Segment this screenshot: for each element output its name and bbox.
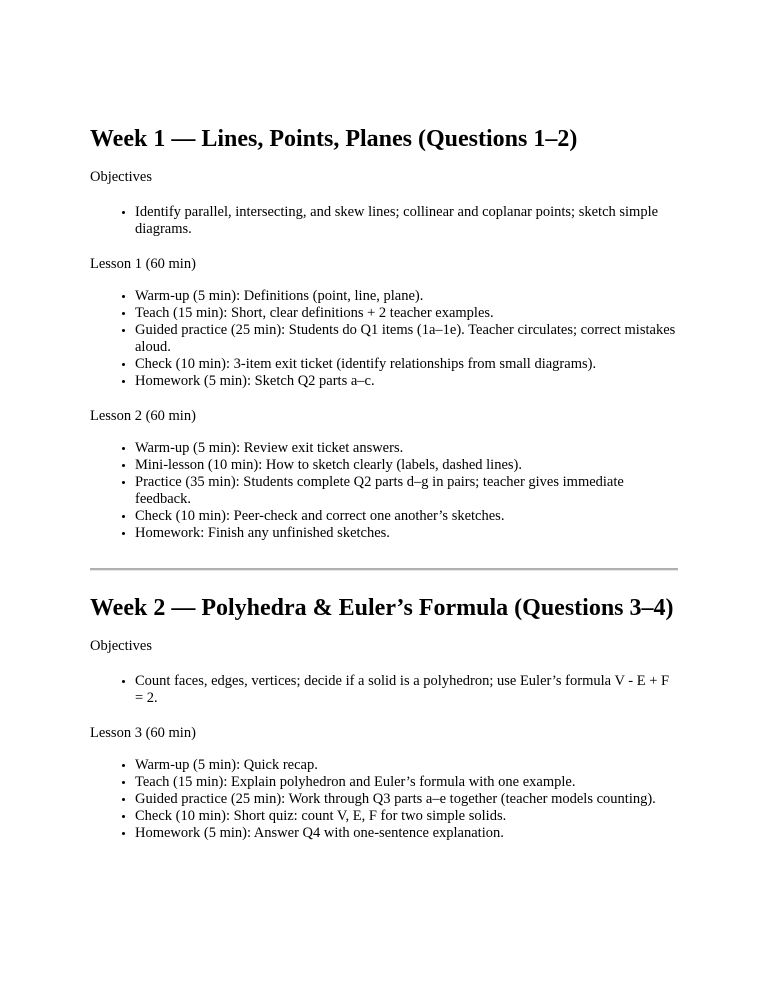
week1-objectives-list	[90, 204, 678, 238]
week1-objectives-label: Objectives	[90, 169, 153, 185]
list-item: • Mini-lesson (10 min): How to sketch clearly (labels, dashed lines).	[135, 457, 678, 474]
list-item: • Warm-up (5 min): Quick recap.	[135, 757, 678, 774]
list-item: • Practice (35 min): Students complete Q2 parts d–g in pairs; teacher gives immediate feedback.	[135, 474, 678, 508]
lesson1-label: Lesson 1 (60 min)	[90, 256, 196, 272]
lesson3-list	[90, 757, 678, 842]
list-item: • Warm-up (5 min): Definitions (point, line, plane).	[135, 288, 678, 305]
list-item: • Check (10 min): 3-item exit ticket (identify relationships from small diagrams).	[135, 356, 678, 373]
list-item: • Identify parallel, intersecting, and skew lines; collinear and coplanar points; sketch simple diagrams.	[135, 204, 678, 238]
week2-heading: Week 2 — Polyhedra & Euler’s Formula (Questions 3–4)	[90, 595, 674, 621]
lesson1-list	[90, 288, 678, 390]
list-item: • Guided practice (25 min): Work through Q3 parts a–e together (teacher models counting).	[135, 791, 678, 808]
list-item: • Check (10 min): Peer-check and correct one another’s sketches.	[135, 508, 678, 525]
list-item: • Check (10 min): Short quiz: count V, E, F for two simple solids.	[135, 808, 678, 825]
list-item: • Homework (5 min): Answer Q4 with one-sentence explanation.	[135, 825, 678, 842]
list-item: • Homework: Finish any unfinished sketches.	[135, 525, 678, 542]
list-item: • Teach (15 min): Explain polyhedron and Euler’s formula with one example.	[135, 774, 678, 791]
week1-heading: Week 1 — Lines, Points, Planes (Questions 1–2)	[90, 126, 578, 152]
list-item: • Teach (15 min): Short, clear definitions + 2 teacher examples.	[135, 305, 678, 322]
lesson2-list	[90, 440, 678, 542]
week2-objectives-list	[90, 673, 678, 707]
lesson2-label: Lesson 2 (60 min)	[90, 408, 196, 424]
list-item: • Count faces, edges, vertices; decide if a solid is a polyhedron; use Euler’s formula V - E + F = 2.	[135, 673, 678, 707]
lesson3-label: Lesson 3 (60 min)	[90, 725, 196, 741]
week2-objectives-label: Objectives	[90, 638, 153, 654]
list-item: • Warm-up (5 min): Review exit ticket answers.	[135, 440, 678, 457]
list-item: • Guided practice (25 min): Students do Q1 items (1a–1e). Teacher circulates; correct mistakes aloud.	[135, 322, 678, 356]
list-item: • Homework (5 min): Sketch Q2 parts a–c.	[135, 373, 678, 390]
